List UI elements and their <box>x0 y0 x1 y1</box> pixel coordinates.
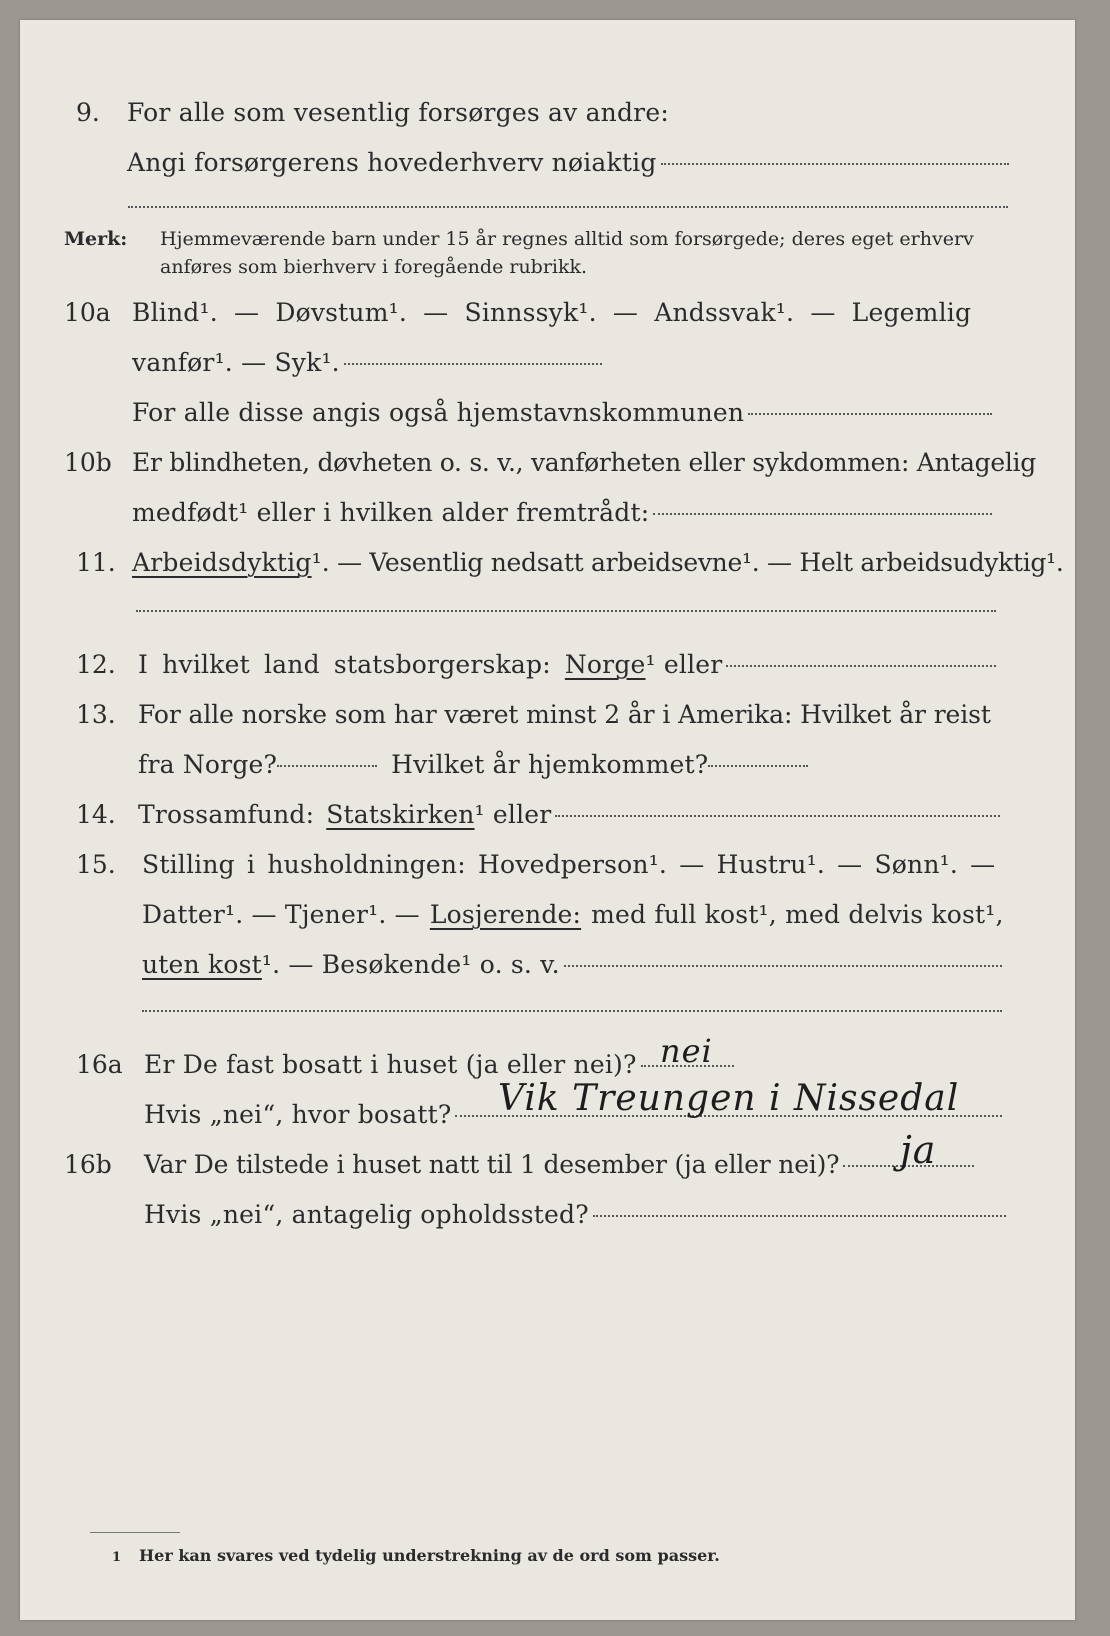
q16a-resident-label: Er De fast bosatt i huset (ja eller nei)? <box>144 1050 637 1079</box>
q16b-whereabouts-label: Hvis „nei“, antagelig opholdssted? <box>144 1200 589 1229</box>
q10a-answer-line[interactable] <box>344 363 602 365</box>
q15-line2 <box>142 900 1004 929</box>
q15-answer-line[interactable] <box>564 965 1002 967</box>
q13-emigrated-label: fra Norge? <box>138 750 278 779</box>
q15-board-options: med full kost¹, med delvis kost¹, <box>591 900 1004 929</box>
q10b-line1 <box>132 448 1036 477</box>
q10b-number: 10b <box>64 448 112 477</box>
q11-option-sup: ¹ <box>311 548 322 577</box>
q13-returned-year-line[interactable] <box>708 765 808 767</box>
q10b-answer-line[interactable] <box>653 513 992 515</box>
footnote-separator <box>90 1532 180 1533</box>
merk-line1: Hjemmeværende barn under 15 år regnes alltid som forsørgede; deres eget erhverv <box>160 228 974 250</box>
q9-question: For alle som vesentlig forsørges av andre: <box>127 98 669 127</box>
q13-emigrated-year-line[interactable] <box>277 765 377 767</box>
q12-answer-line[interactable] <box>726 665 996 667</box>
q10b-question: Er blindheten, døvheten o. s. v., vanførheten eller sykdommen: Antagelig <box>132 448 1036 477</box>
footnote-text: Her kan svares ved tydelig understrekning av de ord som passer. <box>139 1546 720 1565</box>
q11-other-options: . — Vesentlig nedsatt arbeidsevne¹. — Helt arbeidsudyktig¹. <box>321 548 1064 577</box>
q16a-number: 16a <box>76 1050 123 1079</box>
q12-or: ¹ eller <box>645 650 723 679</box>
q10b-line2 <box>132 498 992 527</box>
q13-line1 <box>138 700 991 729</box>
q11-number: 11. <box>76 548 116 577</box>
q11-line1 <box>132 548 1064 577</box>
q10a-line2 <box>132 348 602 377</box>
q16a-resident-answer: nei <box>660 1032 713 1070</box>
q10a-disability-options-2: vanfør¹. — Syk¹. <box>132 348 340 377</box>
q16b-whereabouts-line[interactable] <box>593 1215 1006 1217</box>
q11-answer-line[interactable] <box>136 610 996 612</box>
q11-option-arbeidsdyktig[interactable]: Arbeidsdyktig <box>132 548 312 577</box>
merk-note <box>64 228 974 250</box>
q10a-line1 <box>132 298 971 327</box>
q10a-disability-options: Blind¹. — Døvstum¹. — Sinnssyk¹. — Andssvak¹. — Legemlig <box>132 298 972 327</box>
footnote <box>112 1546 720 1565</box>
census-form-page <box>20 20 1075 1620</box>
q16a-where-label: Hvis „nei“, hvor bosatt? <box>144 1100 452 1129</box>
q16a-line1 <box>144 1050 734 1079</box>
q12-line <box>138 650 996 679</box>
q10b-onset-label: medfødt¹ eller i hvilken alder fremtrådt: <box>132 498 650 527</box>
q15-number: 15. <box>76 850 116 879</box>
q15-household-options: Stilling i husholdningen: Hovedperson¹. — Hustru¹. — Sønn¹. — <box>142 850 996 879</box>
q12-label: I hvilket land statsborgerskap: <box>138 650 551 679</box>
q14-answer-line[interactable] <box>555 815 1000 817</box>
q9-answer-line[interactable] <box>661 163 1009 165</box>
merk-note-2 <box>160 256 587 278</box>
q10a-home-municipality-label: For alle disse angis også hjemstavnskommunen <box>132 398 745 427</box>
q15-other-options: ¹. — Besøkende¹ o. s. v. <box>261 950 560 979</box>
q9-answer-line-2[interactable] <box>128 206 1008 208</box>
q16a-where-answer: Vik Treungen i Nissedal <box>498 1078 960 1119</box>
q15-line3 <box>142 950 1002 979</box>
q14-option-statskirken[interactable]: Statskirken <box>326 800 475 829</box>
q15-household-options-2: Datter¹. — Tjener¹. — <box>142 900 420 929</box>
q9-line2 <box>127 148 1009 177</box>
q16b-present-answer: ja <box>900 1128 937 1172</box>
q15-line1 <box>142 850 995 879</box>
merk-line2: anføres som bierhverv i foregående rubrikk. <box>160 256 588 278</box>
q9-line1 <box>127 98 997 127</box>
q15-option-uten-kost[interactable]: uten kost <box>142 950 262 979</box>
q15-option-losjerende[interactable]: Losjerende: <box>429 900 582 929</box>
q16b-line2 <box>144 1200 1006 1229</box>
q15-answer-line-2[interactable] <box>142 1010 1002 1012</box>
q13-returned-label: Hvilket år hjemkommet? <box>391 750 709 779</box>
q12-option-norge[interactable]: Norge <box>564 650 646 679</box>
q13-line2 <box>138 750 808 779</box>
q14-or: ¹ eller <box>474 800 552 829</box>
q9-number: 9. <box>76 98 100 127</box>
q10a-number: 10a <box>64 298 111 327</box>
q12-number: 12. <box>76 650 116 679</box>
q14-line <box>138 800 1000 829</box>
q16b-present-label: Var De tilstede i huset natt til 1 desember (ja eller nei)? <box>144 1150 840 1179</box>
q16b-number: 16b <box>64 1150 112 1179</box>
footnote-mark: 1 <box>112 1550 122 1565</box>
q13-number: 13. <box>76 700 116 729</box>
q16b-line1 <box>144 1150 974 1179</box>
q14-label: Trossamfund: <box>138 800 315 829</box>
q10a-line3 <box>132 398 992 427</box>
q9-provider-occupation-label: Angi forsørgerens hovederhverv nøiaktig <box>127 148 657 177</box>
merk-label: Merk: <box>64 228 128 250</box>
q13-question: For alle norske som har været minst 2 år i Amerika: Hvilket år reist <box>138 700 991 729</box>
q14-number: 14. <box>76 800 116 829</box>
q10a-home-municipality-line[interactable] <box>748 413 992 415</box>
